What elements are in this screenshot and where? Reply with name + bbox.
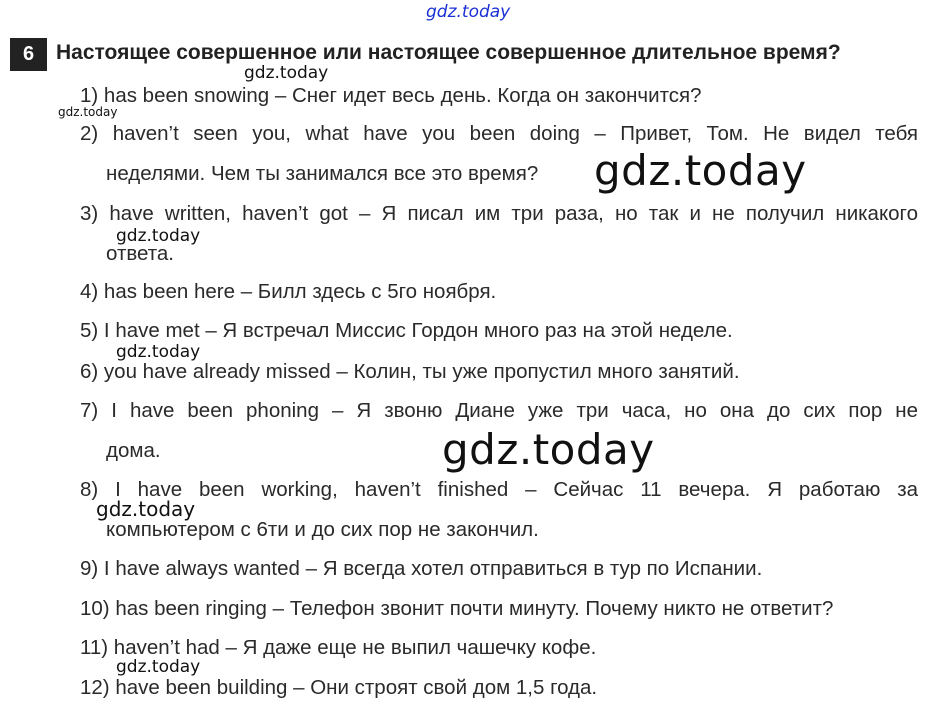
item-text: 5) I have met – Я встречал Миссис Гордон много раз на этой неделе. <box>80 319 733 342</box>
item-text: 7) I have been phoning – Я звоню Диане уже три часа, но она до сих пор не <box>80 399 918 422</box>
list-item <box>80 668 918 708</box>
watermark-top: gdz.today <box>426 2 511 22</box>
exercise-title: Настоящее совершенное или настоящее совершенное длительное время? <box>56 41 841 64</box>
list-item <box>80 194 918 273</box>
watermark: gdz.today <box>244 63 329 83</box>
item-text: 4) has been here – Билл здесь с 5го ноября. <box>80 280 497 303</box>
list-item <box>80 628 918 668</box>
item-text: 1) has been snowing – Снег идет весь день. Когда он закончится? <box>80 84 702 107</box>
list-item <box>80 272 918 312</box>
item-text-continued: дома. <box>106 438 161 462</box>
watermark: gdz.today <box>58 105 118 119</box>
item-text-continued: неделями. Чем ты занимался все это время? <box>106 161 539 185</box>
item-text: 6) you have already missed – Колин, ты уже пропустил много занятий. <box>80 360 740 383</box>
list-item <box>80 311 918 351</box>
list-item <box>80 352 918 392</box>
item-text: 9) I have always wanted – Я всегда хотел отправиться в тур по Испании. <box>80 557 763 580</box>
watermark: gdz.today <box>116 226 201 246</box>
watermark: gdz.today <box>442 425 655 474</box>
item-text: 2) haven’t seen you, what have you been doing – Привет, Том. Не видел тебя <box>80 122 918 145</box>
item-text: 3) have written, haven’t got – Я писал им три раза, но так и не получил никакого <box>80 202 918 225</box>
item-text: 8) I have been working, haven’t finished – Сейчас 11 вечера. Я работаю за <box>80 478 918 501</box>
exercise-number-badge: 6 <box>10 38 47 71</box>
item-text-continued: компьютером с 6ти и до сих пор не закончил. <box>106 517 539 541</box>
list-item <box>80 76 918 116</box>
list-item <box>80 470 918 549</box>
item-text: 11) haven’t had – Я даже еще не выпил чашечку кофе. <box>80 636 597 659</box>
item-text: 12) have been building – Они строят свой дом 1,5 года. <box>80 676 598 699</box>
list-item <box>80 589 918 629</box>
item-text: 10) has been ringing – Телефон звонит почти минуту. Почему никто не ответит? <box>80 597 834 620</box>
list-item <box>80 549 918 589</box>
item-text-continued: ответа. <box>106 241 174 265</box>
watermark: gdz.today <box>594 146 807 195</box>
watermark: gdz.today <box>96 497 196 521</box>
watermark: gdz.today <box>116 657 201 677</box>
watermark: gdz.today <box>116 342 201 362</box>
